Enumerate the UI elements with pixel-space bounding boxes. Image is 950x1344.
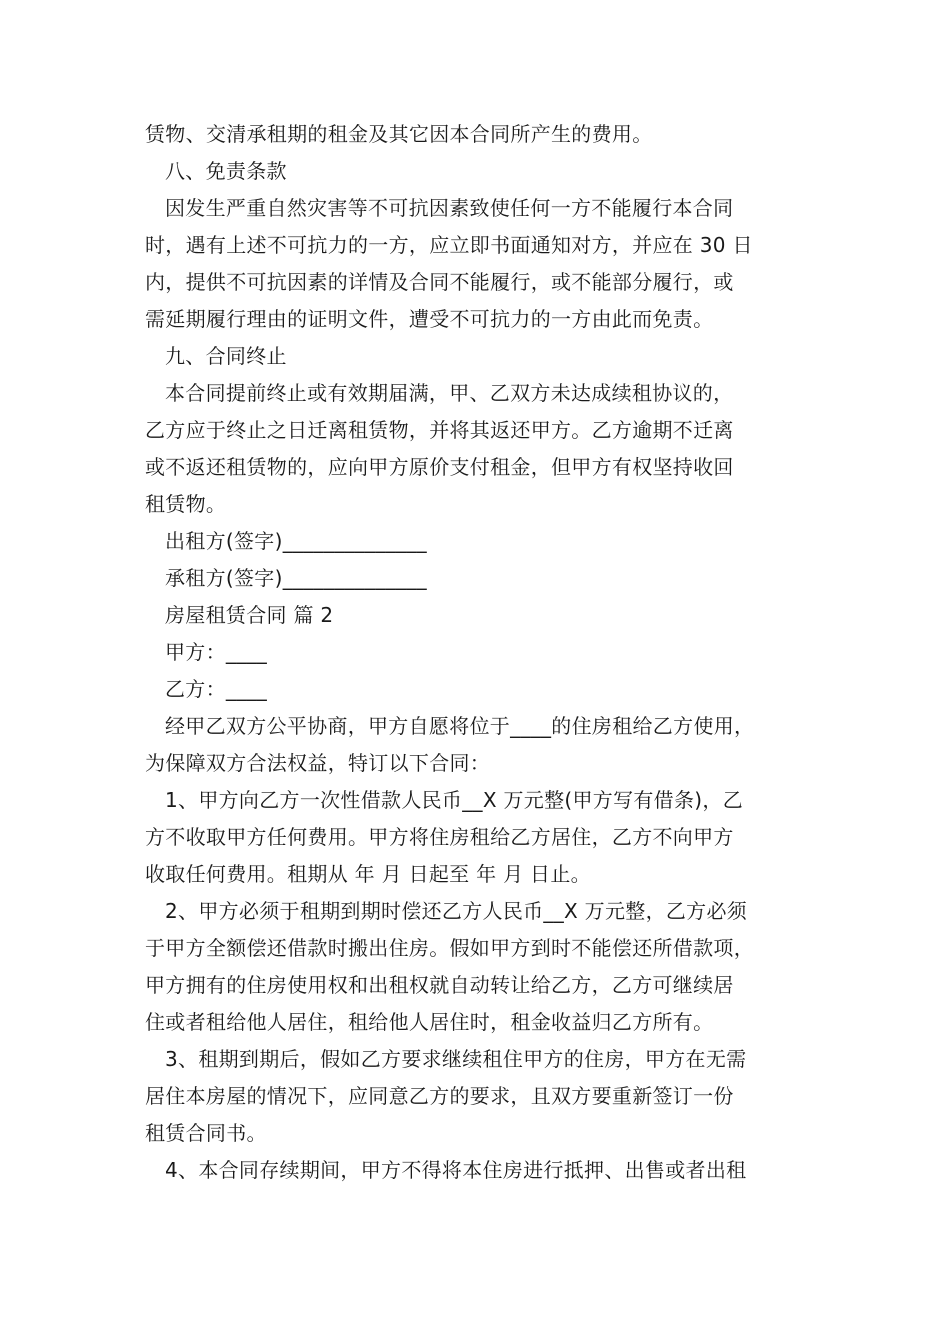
text-line: 租赁合同书。: [145, 1121, 267, 1145]
text-line: 为保障双方合法权益，特订以下合同：: [145, 751, 491, 775]
text-line: 乙方：____: [165, 677, 268, 701]
text-line: 3、租期到期后，假如乙方要求继续租住甲方的住房，甲方在无需: [165, 1047, 747, 1071]
text-line: 九、合同终止: [165, 344, 287, 368]
text-line: 2、甲方必须于租期到期时偿还乙方人民币__X 万元整，乙方必须: [165, 899, 748, 923]
text-line: 4、本合同存续期间，甲方不得将本住房进行抵押、出售或者出租: [165, 1158, 747, 1182]
text-line: 居住本房屋的情况下，应同意乙方的要求，且双方要重新签订一份: [145, 1084, 734, 1108]
text-line: 时，遇有上述不可抗力的一方，应立即书面通知对方，并应在 30 日: [145, 233, 753, 257]
text-line: 收取任何费用。租期从 年 月 日起至 年 月 日止。: [145, 862, 591, 886]
text-line: 承租方(签字)______________: [165, 566, 427, 590]
text-line: 乙方应于终止之日迁离租赁物，并将其返还甲方。乙方逾期不迁离: [145, 418, 734, 442]
text-line: 或不返还租赁物的，应向甲方原价支付租金，但甲方有权坚持收回: [145, 455, 734, 479]
text-line: 八、免责条款: [165, 159, 287, 183]
document-body: [145, 116, 810, 1189]
text-line: 赁物、交清承租期的租金及其它因本合同所产生的费用。: [145, 122, 653, 146]
text-line: 甲方拥有的住房使用权和出租权就自动转让给乙方，乙方可继续居: [145, 973, 734, 997]
text-line: 甲方：____: [165, 640, 268, 664]
text-line: 因发生严重自然灾害等不可抗因素致使任何一方不能履行本合同: [165, 196, 734, 220]
text-line: 于甲方全额偿还借款时搬出住房。假如甲方到时不能偿还所借款项，: [145, 936, 754, 960]
text-line: 出租方(签字)______________: [165, 529, 427, 553]
text-line: 房屋租赁合同 篇 2: [165, 603, 334, 627]
text-line: 租赁物。: [145, 492, 227, 516]
text-line: 住或者租给他人居住，租给他人居住时，租金收益归乙方所有。: [145, 1010, 714, 1034]
text-line: 方不收取甲方任何费用。甲方将住房租给乙方居住，乙方不向甲方: [145, 825, 734, 849]
text-line: 内，提供不可抗因素的详情及合同不能履行，或不能部分履行，或: [145, 270, 734, 294]
text-line: 本合同提前终止或有效期届满，甲、乙双方未达成续租协议的，: [165, 381, 734, 405]
text-line: 经甲乙双方公平协商，甲方自愿将位于____的住房租给乙方使用，: [165, 714, 755, 738]
text-line: 需延期履行理由的证明文件，遭受不可抗力的一方由此而免责。: [145, 307, 714, 331]
text-line: 1、甲方向乙方一次性借款人民币__X 万元整(甲方写有借条)，乙: [165, 788, 743, 812]
